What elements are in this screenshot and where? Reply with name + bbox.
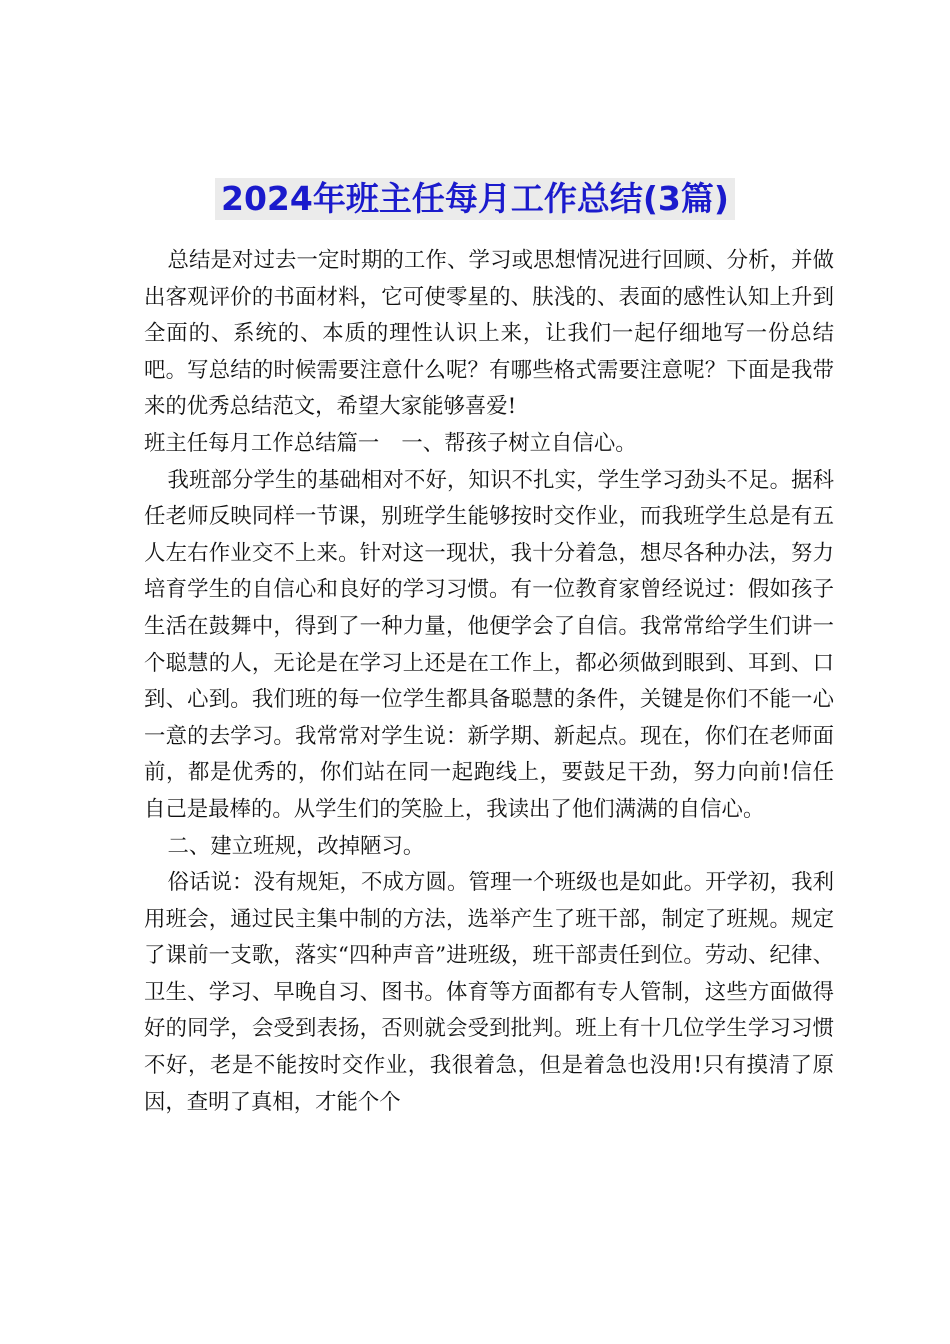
document-body xyxy=(144,243,834,1121)
intro-paragraph: 总结是对过去一定时期的工作、学习或思想情况进行回顾、分析，并做出客观评价的书面材料，它可使零星的、肤浅的、表面的感性认知上升到全面的、系统的、本质的理性认识上来，让我们一起仔细地写一份总结吧。写总结的时候需要注意什么呢？有哪些格式需要注意呢？下面是我带来的优秀总结范文，希望大家能够喜爱! xyxy=(144,248,834,420)
section-heading-line xyxy=(144,426,834,463)
section-heading-1: 一、帮孩子树立自信心。 xyxy=(401,430,637,456)
section-label: 班主任每月工作总结篇一 xyxy=(144,430,380,456)
document-title: 2024年班主任每月工作总结(3篇) xyxy=(215,178,735,220)
body-paragraph-2: 俗话说：没有规矩，不成方圆。管理一个班级也是如此。开学初，我利用班会，通过民主集中制的方法，选举产生了班干部，制定了班规。规定了课前一支歌，落实“四种声音”进班级，班干部责任到位。劳动、纪律、卫生、学习、早晚自习、图书。体育等方面都有专人管制，这些方面做得好的同学，会受到表扬，否则就会受到批判。班上有十几位学生学习习惯不好，老是不能按时交作业，我很着急，但是着急也没用!只有摸清了原因，查明了真相，才能个个 xyxy=(144,870,834,1115)
title-container xyxy=(0,178,950,220)
body-paragraph-1: 我班部分学生的基础相对不好，知识不扎实，学生学习劲头不足。据科任老师反映同样一节课，别班学生能够按时交作业，而我班学生总是有五人左右作业交不上来。针对这一现状，我十分着急，想尽各种办法，努力培育学生的自信心和良好的学习习惯。有一位教育家曾经说过：假如孩子生活在鼓舞中，得到了一种力量，他便学会了自信。我常常给学生们讲一个聪慧的人，无论是在学习上还是在工作上，都必须做到眼到、耳到、口到、心到。我们班的每一位学生都具备聪慧的条件，关键是你们不能一心一意的去学习。我常常对学生说：新学期、新起点。现在，你们在老师面前，都是优秀的，你们站在同一起跑线上，要鼓足干劲，努力向前!信任自己是最棒的。从学生们的笑脸上，我读出了他们满满的自信心。 xyxy=(144,467,834,822)
section-heading-2: 二、建立班规，改掉陋习。 xyxy=(167,833,425,859)
